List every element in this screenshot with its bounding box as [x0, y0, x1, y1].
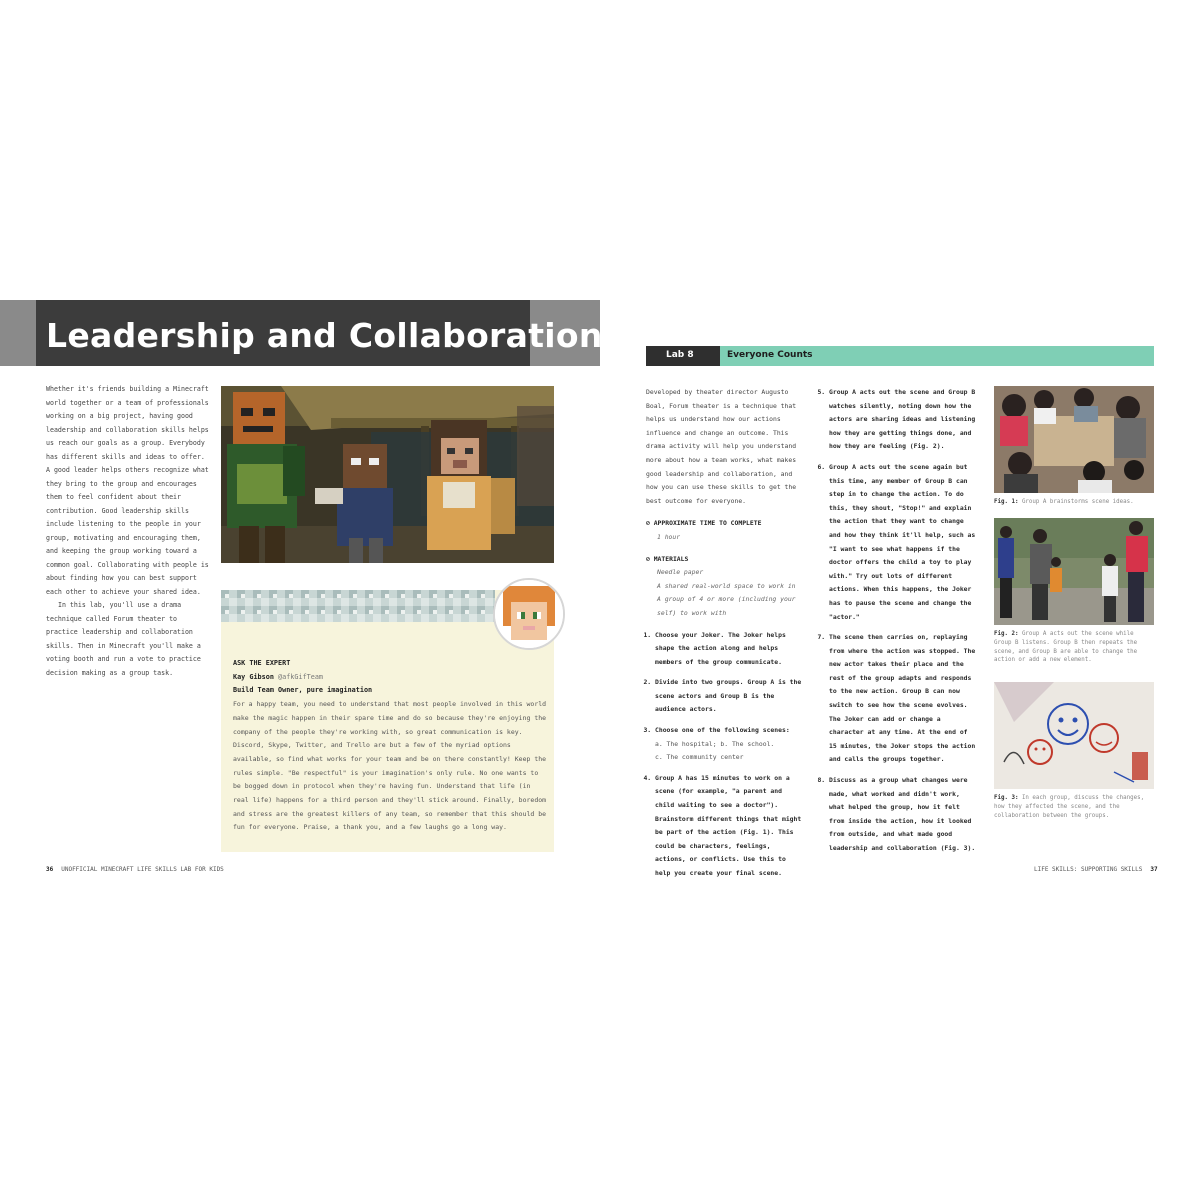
figure-caption	[994, 498, 1154, 507]
time-value: 1 hour	[657, 532, 681, 541]
step-item: 2. Divide into two groups. Group A is the scene actors and Group B is the audience actors.	[655, 676, 802, 717]
right-footer	[1034, 866, 1158, 873]
step-item: 8. Discuss as a group what changes were made, what worked and didn't work, what helped the group, how it felt from inside the action, how it looked from outside, and what made good leadership and collaboration (Fig. 3).	[829, 774, 976, 856]
pixel-pattern-strip	[221, 590, 495, 622]
left-footer-text: UNOFFICIAL MINECRAFT LIFE SKILLS LAB FOR KIDS	[61, 866, 224, 873]
step-text: Choose one of the following scenes:	[655, 726, 790, 735]
scene-option: c. The community center	[655, 753, 744, 762]
material-item: A group of 4 or more (including your self) to work with	[657, 595, 796, 617]
scene-option: a. The hospital; b. The school.	[655, 739, 775, 748]
minecraft-scene-image	[221, 386, 554, 563]
lab-number: Lab 8	[666, 350, 694, 360]
step-item: 4. Group A has 15 minutes to work on a scene (for example, "a parent and child waiting to see a doctor"). Brainstorm different things that might be part of the action (Fig. 1). This could be characters, feelings, actions, or conflicts. Use this to help you create your final scene.	[655, 772, 802, 881]
expert-name: Kay Gibson	[233, 672, 274, 681]
title-banner-accent	[0, 300, 36, 366]
left-footer	[46, 866, 224, 873]
material-item: Needle paper	[657, 568, 704, 577]
materials-label: ⊘ MATERIALS	[646, 554, 689, 563]
step-item: 1. Choose your Joker. The Joker helps shape the action along and helps members of the group communicate.	[655, 629, 802, 670]
intro-paragraph: Whether it's friends building a Minecraft world together or a team of professionals working on a big project, having good leadership and collaboration skills helps us reach our goals as a group. Everybody has different skills and ideas to offer. A good leader helps others recognize what they bring to the group and encourages them to feel confident about their contribution. Good leadership skills include listening to the people in your group, motivating and encouraging them, and keeping the group working toward a common goal. Collaborating with people is about finding how you can best support each other to achieve your shared idea.	[46, 385, 209, 596]
lab-header-band	[646, 346, 1154, 366]
lab-column-1	[646, 386, 802, 888]
step-item: 7. The scene then carries on, replaying from where the action was stopped. The new actor takes their place and the rest of the group adapts and responds to the new action. Group B can now switch to see how the scene evolves. The Joker can add or change a character at any time. At the end of 15 minutes, the Joker stops the action and calls the groups together.	[829, 631, 976, 767]
photo-group-acting	[994, 518, 1154, 625]
photo-group-brainstorm	[994, 386, 1154, 493]
step-item: 6. Group A acts out the scene again but this time, any member of Group B can step in to change the action. To do this, they shout, "Stop!" and explain the action that they want to change and how they think it'll help, such as "I want to see what happens if the doctor offers the child a toy to play with." Try out lots of different actions. When this happens, the Joker has to pause the scene and change the "actor."	[829, 461, 976, 624]
right-page-number: 37	[1150, 866, 1158, 873]
step-item	[655, 724, 802, 765]
lab-intro: Developed by theater director Augusto Boal, Forum theater is a technique that helps us understand how our actions influence and change an outcome. This drama activity will help you understand more about how a team works, what makes good leadership and collaboration, and how you can use these skills to get the best outcome for everyone.	[646, 388, 797, 505]
lab-column-2	[820, 386, 976, 863]
expert-quote: For a happy team, you need to understand that most people involved in this world make the magic happen in their spare time and do so because they're enjoying the company of the people they're working with, so great communication is key. Discord, Skype, Twitter, and Trello are but a few of the myriad options available, so find what works for your team and be on there constantly! Keep the rules simple. "Be respectful" is your imagination's only rule. No one wants to be bogged down in protocol when they're having fun. Understand that life (in real life) happens for a third person and they'll stick around. Finally, boredom and stress are the greatest killers of any team, so remember that this should be fun for everyone. Praise, a thank you, and a few laughs go a long way.	[233, 700, 547, 832]
step-item: 5. Group A acts out the scene and Group B watches silently, noting down how the actors are sharing ideas and listening how they are getting things done, and how they are feeling (Fig. 2).	[829, 386, 976, 454]
time-label: ⊘ APPROXIMATE TIME TO COMPLETE	[646, 519, 762, 528]
steps-list-2	[820, 386, 976, 856]
caption-text: In each group, discuss the changes, how they affected the scene, and the collaboration between the groups.	[994, 795, 1145, 819]
figure-label: Fig. 2:	[994, 631, 1019, 637]
intro-text	[46, 383, 212, 680]
expert-handle: @afkGifTeam	[278, 672, 324, 681]
right-footer-text: LIFE SKILLS: SUPPORTING SKILLS	[1034, 866, 1143, 873]
lab-title: Everyone Counts	[727, 350, 813, 360]
time-label-text: APPROXIMATE TIME TO COMPLETE	[653, 519, 762, 528]
material-item: A shared real-world space to work in	[657, 581, 796, 590]
caption-text: Group A brainstorms scene ideas.	[1021, 499, 1134, 505]
figure-caption	[994, 794, 1154, 820]
figure-label: Fig. 3:	[994, 795, 1019, 801]
photo-drawings	[994, 682, 1154, 789]
intro-paragraph: In this lab, you'll use a drama technique called Forum theater to practice leadership and collaboration skills. Then in Minecraft you'll make a voting booth and run a vote to practice decision making as a group task.	[46, 601, 201, 677]
expert-name-line	[233, 671, 547, 685]
page-title: Leadership and Collaboration	[46, 316, 603, 355]
expert-heading: ASK THE EXPERT	[233, 659, 291, 667]
expert-subheading: Build Team Owner, pure imagination	[233, 686, 373, 695]
caption-text: Group A acts out the scene while Group B listens. Group B then repeats the scene, and Group B are able to change the action or add a new element.	[994, 631, 1138, 664]
left-page-number: 36	[46, 866, 54, 873]
steps-list-1	[646, 629, 802, 881]
figure-label: Fig. 1:	[994, 499, 1019, 505]
expert-content	[233, 657, 547, 835]
materials-label-text: MATERIALS	[653, 554, 689, 563]
figure-caption	[994, 630, 1154, 665]
expert-avatar	[493, 578, 565, 650]
